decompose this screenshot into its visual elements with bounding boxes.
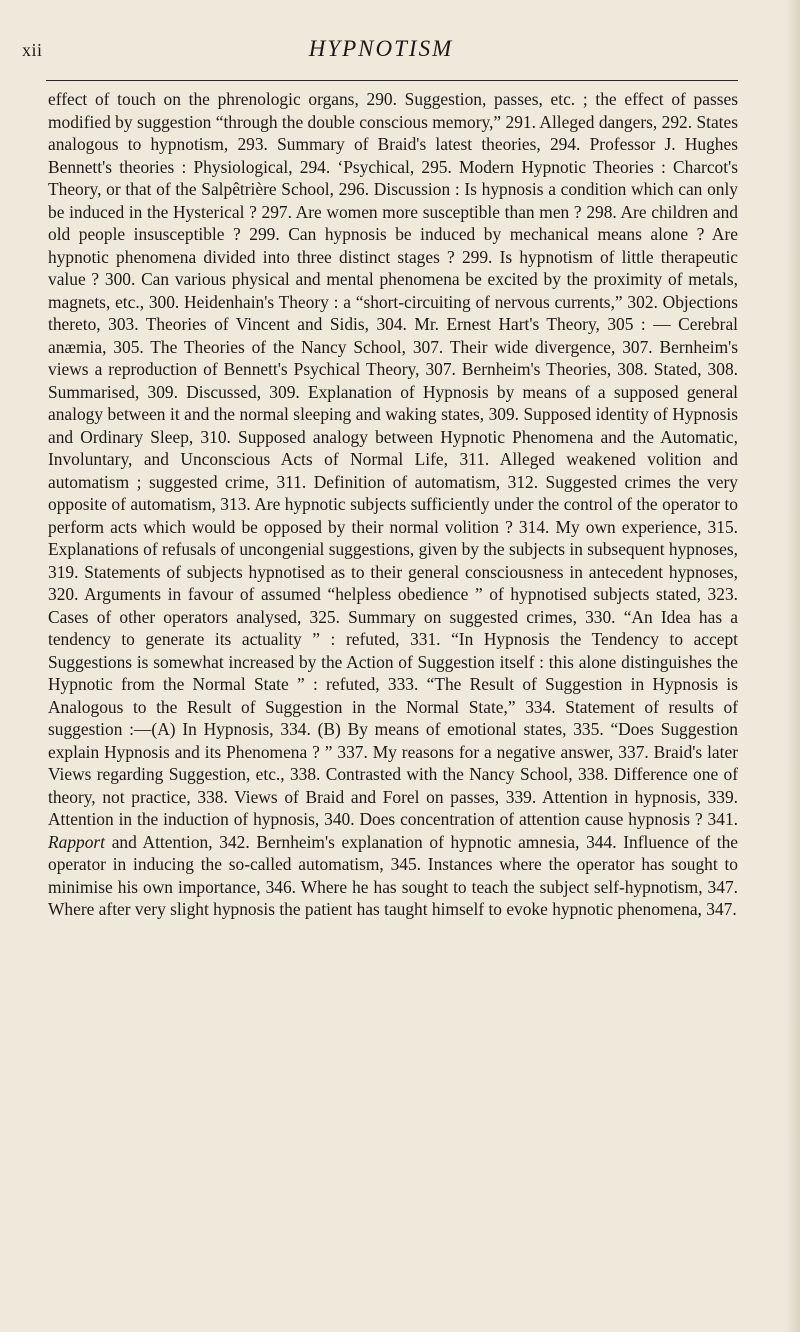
running-title: HYPNOTISM	[308, 36, 454, 61]
contents-text-block	[48, 88, 738, 921]
contents-paragraph	[48, 88, 738, 921]
italic-term-rapport: Rapport	[48, 831, 106, 852]
page-header	[22, 36, 740, 66]
contents-text-part-2: and Attention, 342. Bernheim's explanation of hypnotic amnesia, 344. Influence of the operator in inducing the so-called automatism, 345. Instances where the operator has sought to minimise his own importance, 346. Where he has sought to teach the subject self-hypnotism, 347. Where after very slight hypnosis the patient has taught himself to evoke hypnotic phenomena, 347.	[48, 831, 738, 919]
page-edge-shadow	[786, 0, 800, 1332]
page-number: xii	[22, 40, 43, 60]
contents-text-part-1: effect of touch on the phrenologic organs, 290. Suggestion, passes, etc. ; the effect of passes modified by suggestion “through the double conscious memory,” 291. Alleged dangers, 292. States analogous to hypnotism, 293. Summary of Braid's latest theories, 294. Professor J. Hughes Bennett's theories : Physiological, 294. ‘Psychical, 295. Modern Hypnotic Theories : Charcot's Theory, or that of the Salpêtrière School, 296. Discussion : Is hypnosis a condition which can only be induced in the Hysterical ? 297. Are women more susceptible than men ? 298. Are children and old people insusceptible ? 299. Can hypnosis be induced by mechanical means alone ? Are hypnotic phenomena divided into three distinct stages ? 299. Is hypnotism of little therapeutic value ? 300. Can various physical and mental phenomena be excited by the proximity of metals, magnets, etc., 300. Heidenhain's Theory : a “short-circuiting of nervous currents,” 302. Objections thereto, 303. Theories of Vincent and Sidis, 304. Mr. Ernest Hart's Theory, 305 : — Cerebral anæmia, 305. The Theories of the Nancy School, 307. Their wide divergence, 307. Bernheim's views a reproduction of Bennett's Psychical Theory, 307. Bernheim's Theories, 308. Stated, 308. Summarised, 309. Discussed, 309. Explanation of Hypnosis by means of a supposed general analogy between it and the normal sleeping and waking states, 309. Supposed identity of Hypnosis and Ordinary Sleep, 310. Supposed analogy between Hypnotic Phenomena and the Automatic, Involuntary, and Unconscious Acts of Normal Life, 311. Alleged weakened volition and automatism ; suggested crime, 311. Definition of automatism, 312. Suggested crimes the very opposite of automatism, 313. Are hypnotic subjects sufficiently under the control of the operator to perform acts which would be opposed by their normal volition ? 314. My own experience, 315. Explanations of refusals of uncongenial suggestions, given by the subjects in subsequent hypnoses, 319. Statements of subjects hypnotised as to their general consciousness in antecedent hypnoses, 320. Arguments in favour of assumed “helpless obedience ” of hypnotised subjects stated, 323. Cases of other operators analysed, 325. Summary on suggested crimes, 330. “An Idea has a tendency to generate its actuality ” : refuted, 331. “In Hypnosis the Tendency to accept Suggestions is somewhat increased by the Action of Suggestion itself : this alone distinguishes the Hypnotic from the Normal State ” : refuted, 333. “The Result of Suggestion in Hypnosis is Analogous to the Result of Suggestion in the Normal State,” 334. Statement of results of suggestion :—(A) In Hypnosis, 334. (B) By means of emotional states, 335. “Does Suggestion explain Hypnosis and its Phenomena ? ” 337. My reasons for a negative answer, 337. Braid's later Views regarding Suggestion, etc., 338. Contrasted with the Nancy School, 338. Difference one of theory, not practice, 338. Views of Braid and Forel on passes, 339. Attention in hypnosis, 339. Attention in the induction of hypnosis, 340. Does concentration of attention cause hypnosis ? 341.	[48, 89, 738, 829]
header-rule	[46, 80, 738, 81]
